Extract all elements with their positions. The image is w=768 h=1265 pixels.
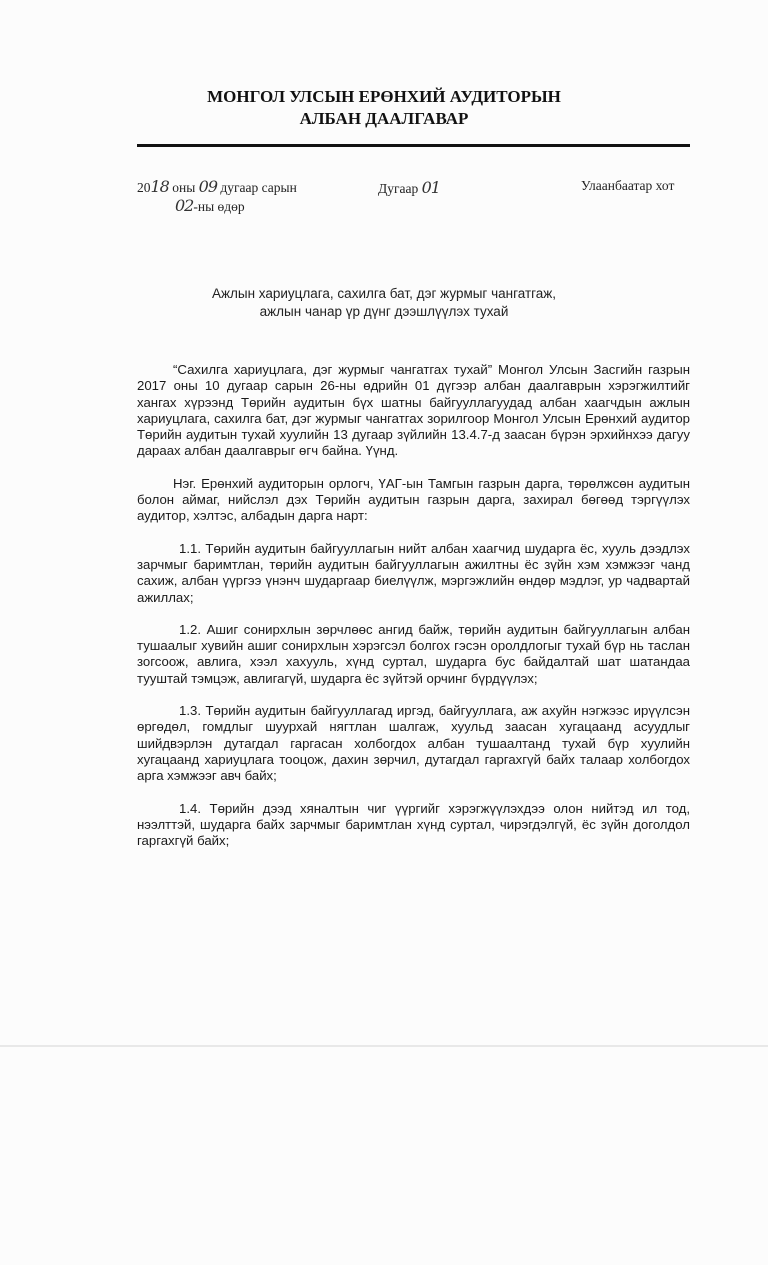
document-city: Улаанбаатар хот [581,178,675,193]
document-body [137,362,690,865]
intro-paragraph: “Сахилга хариуцлага, дэг журмыг чангатгах тухай” Монгол Улсын Засгийн газрын 2017 оны 10 дугаар сарын 26-ны өдрийн 01 дүгээр албан даалгаврын хэрэгжилтийг хангах хүрээнд Төрийн аудитын бүх шатны байгууллагуудад албан хаагчдын ажлын хариуцлага, сахилга бат, дэг журмыг чангатгах зорилгоор Монгол Улсын Ерөнхий аудитор Төрийн аудитын тухай хуулийн 13 дугаар зүйлийн 13.4.7-д заасан бүрэн эрхийнхээ дагуу дараах албан даалгаврыг өгч байна. Үүнд. [137,362,690,459]
item-1-4: 1.4. Төрийн дээд хяналтын чиг үүргийг хэрэгжүүлэхдээ олон нийтэд ил тод, нээлттэй, шударга байх зарчмыг баримтлан хүнд суртал, чирэгдэлгүй, ёс зүйн доголдол гаргахгүй байх; [137,800,690,849]
item-1-1: 1.1. Төрийн аудитын байгууллагын нийт албан хаагчид шударга ёс, хууль дээдлэх зарчмыг баримтлан, төрийн аудитын байгууллагын ажилтны ёс зүйн хэм хэмжээг чанд сахиж, албан үүргээ үнэнч шударгаар биелүүлж, мэргэжлийн өндөр мэдлэг, ур чадвартай ажиллах; [137,540,690,605]
heading-line-2: АЛБАН ДААЛГАВАР [299,109,469,128]
addressees-paragraph: Нэг. Ерөнхий аудиторын орлогч, ҮАГ-ын Тамгын газрын дарга, төрөлжсөн аудитын болон аймаг, нийслэл дэх Төрийн аудитын газрын дарга, захирал бөгөөд тэргүүлэх аудитор, хэлтэс, албадын дарга нарт: [137,475,690,524]
document-number [378,178,440,197]
year-prefix: 20 [137,180,151,195]
document-date [137,178,297,216]
year-suffix: оны [168,180,199,195]
item-1-2: 1.2. Ашиг сонирхлын зөрчлөөс ангид байж, төрийн аудитын байгууллагын албан тушаалыг хувийн ашиг сонирхлын хэрэгсэл болгох гэсэн оролдлогыг тухай бүр нь таслан зогсоож, авлига, хээл хахууль, хүнд суртал, шударга бус байдалтай шат шатандаа тууштай тэмцэж, авлигагүй, шударга ёс зүйтэй орчинг бүрдүүлэх; [137,621,690,686]
number-label: Дугаар [378,181,422,196]
scan-edge [0,1045,768,1047]
month-suffix: дугаар сарын [217,180,297,195]
handwritten-day: 02 [175,196,194,215]
handwritten-month: 09 [198,177,218,196]
document-heading [0,86,768,130]
subject-line-2: ажлын чанар үр дүнг дээшлүүлэх тухай [259,304,509,319]
item-1-3: 1.3. Төрийн аудитын байгууллагад иргэд, байгууллага, аж ахуйн нэгжээс ирүүлсэн өргөдөл, гомдлыг шуурхай нягтлан шалгаж, хуульд заасан хугацаанд асуудлыг шийдвэрлэн дутагдал гаргасан холбогдох албан тушаалтанд тухай бүр хуулийн хугацаанд хариуцлага тооцож, дахин зөрчил, дутагдал гаргахгүй байх талаар холбогдох арга хэмжээг авч байх; [137,703,690,784]
subject-line-1: Ажлын хариуцлага, сахилга бат, дэг журмыг чангатгаж, [211,286,557,301]
document-subject [0,285,768,321]
day-suffix: -ны өдөр [193,199,245,214]
heading-line-1: МОНГОЛ УЛСЫН ЕРӨНХИЙ АУДИТОРЫН [207,87,561,106]
handwritten-number: 01 [421,178,440,197]
heading-divider [137,144,690,147]
handwritten-year: 18 [150,177,169,196]
